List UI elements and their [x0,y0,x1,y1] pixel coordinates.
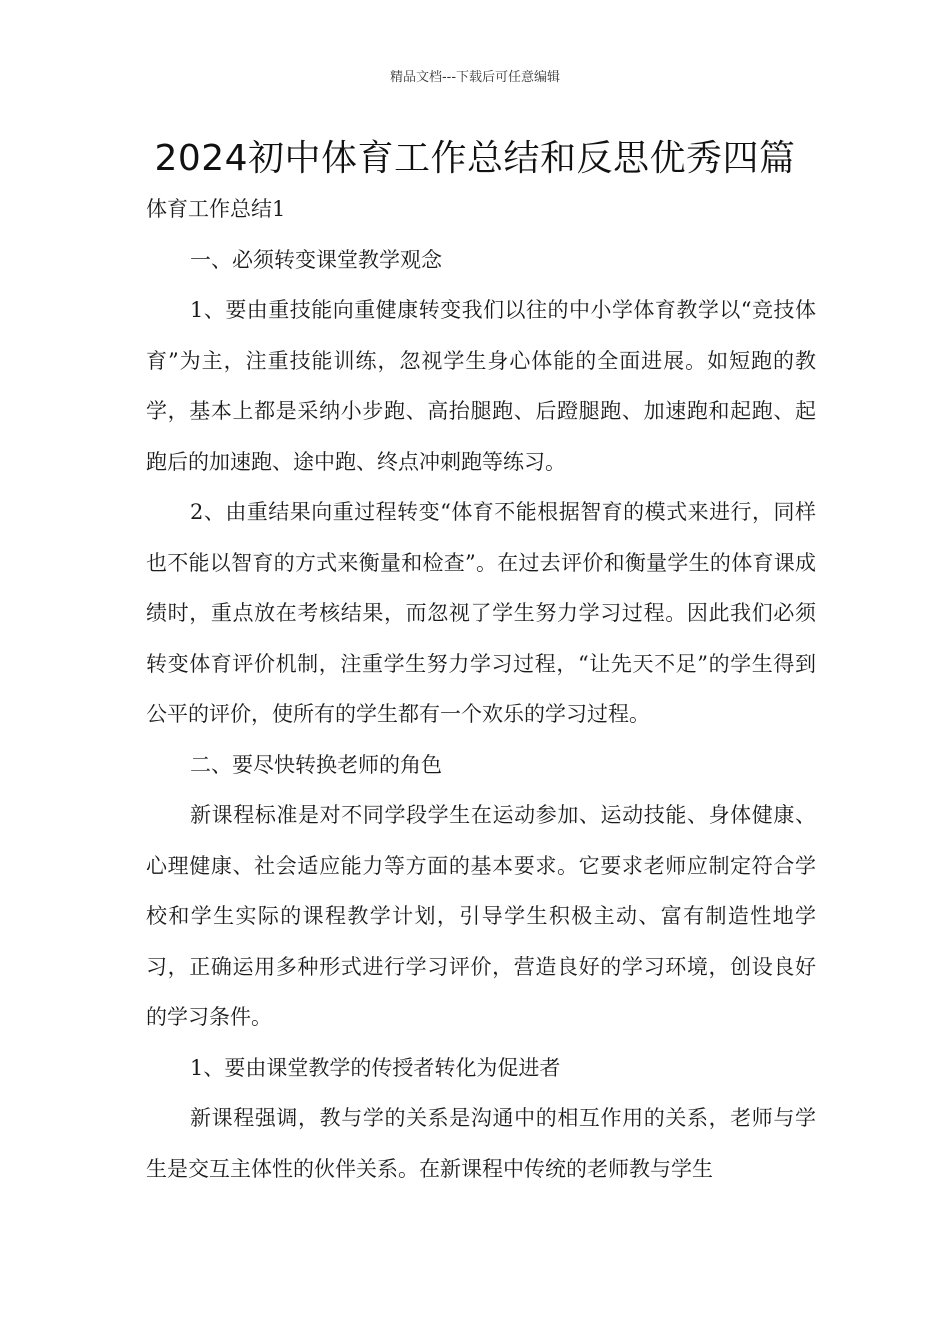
header-note: 精品文档---下载后可任意编辑 [389,70,561,85]
section-subtitle: 体育工作总结1 [146,197,286,221]
paragraph: 新课程标准是对不同学段学生在运动参加、运动技能、身体健康、心理健康、社会适应能力等方面的基本要求。它要求老师应制定符合学校和学生实际的课程教学计划，引导学生积极主动、富有制造性地学习，正确运用多种形式进行学习评价，营造良好的学习环境，创设良好的学习条件。 [146,803,816,1029]
document-body [146,184,816,1194]
document-title: 2024初中体育工作总结和反思优秀四篇 [154,138,796,179]
section-heading: 1、要由课堂教学的传授者转化为促进者 [190,1055,561,1080]
section-heading: 二、要尽快转换老师的角色 [190,752,442,777]
paragraph: 2、由重结果向重过程转变“体育不能根据智育的模式来进行，同样也不能以智育的方式来衡量和检查”。在过去评价和衡量学生的体育课成绩时，重点放在考核结果，而忽视了学生努力学习过程。因此我们必须转变体育评价机制，注重学生努力学习过程，“让先天不足”的学生得到公平的评价，使所有的学生都有一个欢乐的学习过程。 [146,500,816,726]
section-heading: 一、必须转变课堂教学观念 [190,247,442,272]
paragraph: 1、要由重技能向重健康转变我们以往的中小学体育教学以“竞技体育”为主，注重技能训练，忽视学生身心体能的全面进展。如短跑的教学，基本上都是采纳小步跑、高抬腿跑、后蹬腿跑、加速跑和起跑、起跑后的加速跑、途中跑、终点冲刺跑等练习。 [146,298,816,474]
paragraph: 新课程强调，教与学的关系是沟通中的相互作用的关系，老师与学生是交互主体性的伙伴关系。在新课程中传统的老师教与学生 [146,1106,816,1181]
